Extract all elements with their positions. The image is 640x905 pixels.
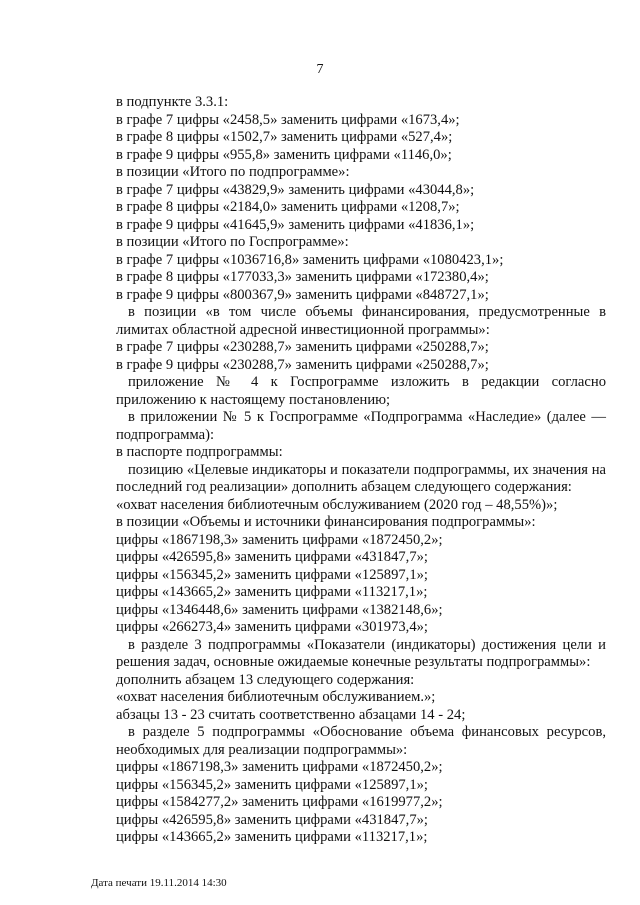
text-paragraph: в приложении № 5 к Госпрограмме «Подпрограмма «Наследие» (далее — подпрограмма): <box>116 409 606 443</box>
text-line: в позиции «Объемы и источники финансирования подпрограммы»: <box>116 514 536 530</box>
text-line: в графе 7 цифры «1036716,8» заменить цифрами «1080423,1»; <box>116 251 504 268</box>
text-line: цифры «1346448,6» заменить цифрами «1382148,6»; <box>116 601 443 618</box>
text-line: в паспорте подпрограммы: <box>116 444 283 460</box>
print-date-footer: Дата печати 19.11.2014 14:30 <box>91 877 227 889</box>
text-line: в подпункте 3.3.1: <box>116 94 229 110</box>
text-line: цифры «426595,8» заменить цифрами «431847,7»; <box>116 811 428 828</box>
text-line: цифры «1867198,3» заменить цифрами «1872450,2»; <box>116 759 443 775</box>
text-line: цифры «143665,2» заменить цифрами «113217,1»; <box>116 829 428 845</box>
text-paragraph: в разделе 5 подпрограммы «Обоснование объема финансовых ресурсов, необходимых для реализации подпрограммы»: <box>116 724 606 758</box>
text-line: в графе 7 цифры «2458,5» заменить цифрами «1673,4»; <box>116 111 460 128</box>
text-line: в графе 7 цифры «230288,7» заменить цифрами «250288,7»; <box>116 339 489 355</box>
page-number: 7 <box>316 62 324 77</box>
text-line: «охват населения библиотечным обслуживанием (2020 год – 48,55%)»; <box>116 496 558 513</box>
text-line: в графе 9 цифры «955,8» заменить цифрами «1146,0»; <box>116 146 452 163</box>
text-paragraph: приложение № 4 к Госпрограмме изложить в редакции согласно приложению к настоящему постановлению; <box>116 374 606 408</box>
text-line: в графе 9 цифры «800367,9» заменить цифрами «848727,1»; <box>116 286 489 303</box>
text-paragraph: в разделе 3 подпрограммы «Показатели (индикаторы) достижения цели и решения задач, основные ожидаемые конечные результаты подпрограммы»: <box>116 636 606 670</box>
document-body <box>116 94 606 847</box>
text-line: в позиции «Итого по Госпрограмме»: <box>116 234 349 250</box>
text-line: в графе 7 цифры «43829,9» заменить цифрами «43044,8»; <box>116 181 475 198</box>
text-line: цифры «156345,2» заменить цифрами «125897,1»; <box>116 776 428 793</box>
text-line: в графе 8 цифры «177033,3» заменить цифрами «172380,4»; <box>116 269 489 285</box>
text-line: в графе 9 цифры «230288,7» заменить цифрами «250288,7»; <box>116 356 489 373</box>
text-line: в позиции «Итого по подпрограмме»: <box>116 164 350 180</box>
text-line: цифры «426595,8» заменить цифрами «431847,7»; <box>116 549 428 565</box>
text-line: цифры «1584277,2» заменить цифрами «1619977,2»; <box>116 794 443 810</box>
text-line: цифры «1867198,3» заменить цифрами «1872450,2»; <box>116 531 443 548</box>
text-line: в графе 8 цифры «1502,7» заменить цифрами «527,4»; <box>116 129 453 145</box>
text-line: абзацы 13 - 23 считать соответственно абзацами 14 - 24; <box>116 706 466 723</box>
text-line: цифры «156345,2» заменить цифрами «125897,1»; <box>116 566 428 583</box>
text-paragraph: в позиции «в том числе объемы финансирования, предусмотренные в лимитах областной адресной инвестиционной программы»: <box>116 304 606 338</box>
text-line: в графе 8 цифры «2184,0» заменить цифрами «1208,7»; <box>116 199 460 215</box>
text-line: дополнить абзацем 13 следующего содержания: <box>116 671 415 688</box>
text-line: в графе 9 цифры «41645,9» заменить цифрами «41836,1»; <box>116 216 475 233</box>
text-line: цифры «143665,2» заменить цифрами «113217,1»; <box>116 584 428 600</box>
text-line: «охват населения библиотечным обслуживанием.»; <box>116 689 436 705</box>
text-line: цифры «266273,4» заменить цифрами «301973,4»; <box>116 619 428 635</box>
text-paragraph: позицию «Целевые индикаторы и показатели подпрограммы, их значения на последний год реализации» дополнить абзацем следующего содержания: <box>116 461 606 495</box>
